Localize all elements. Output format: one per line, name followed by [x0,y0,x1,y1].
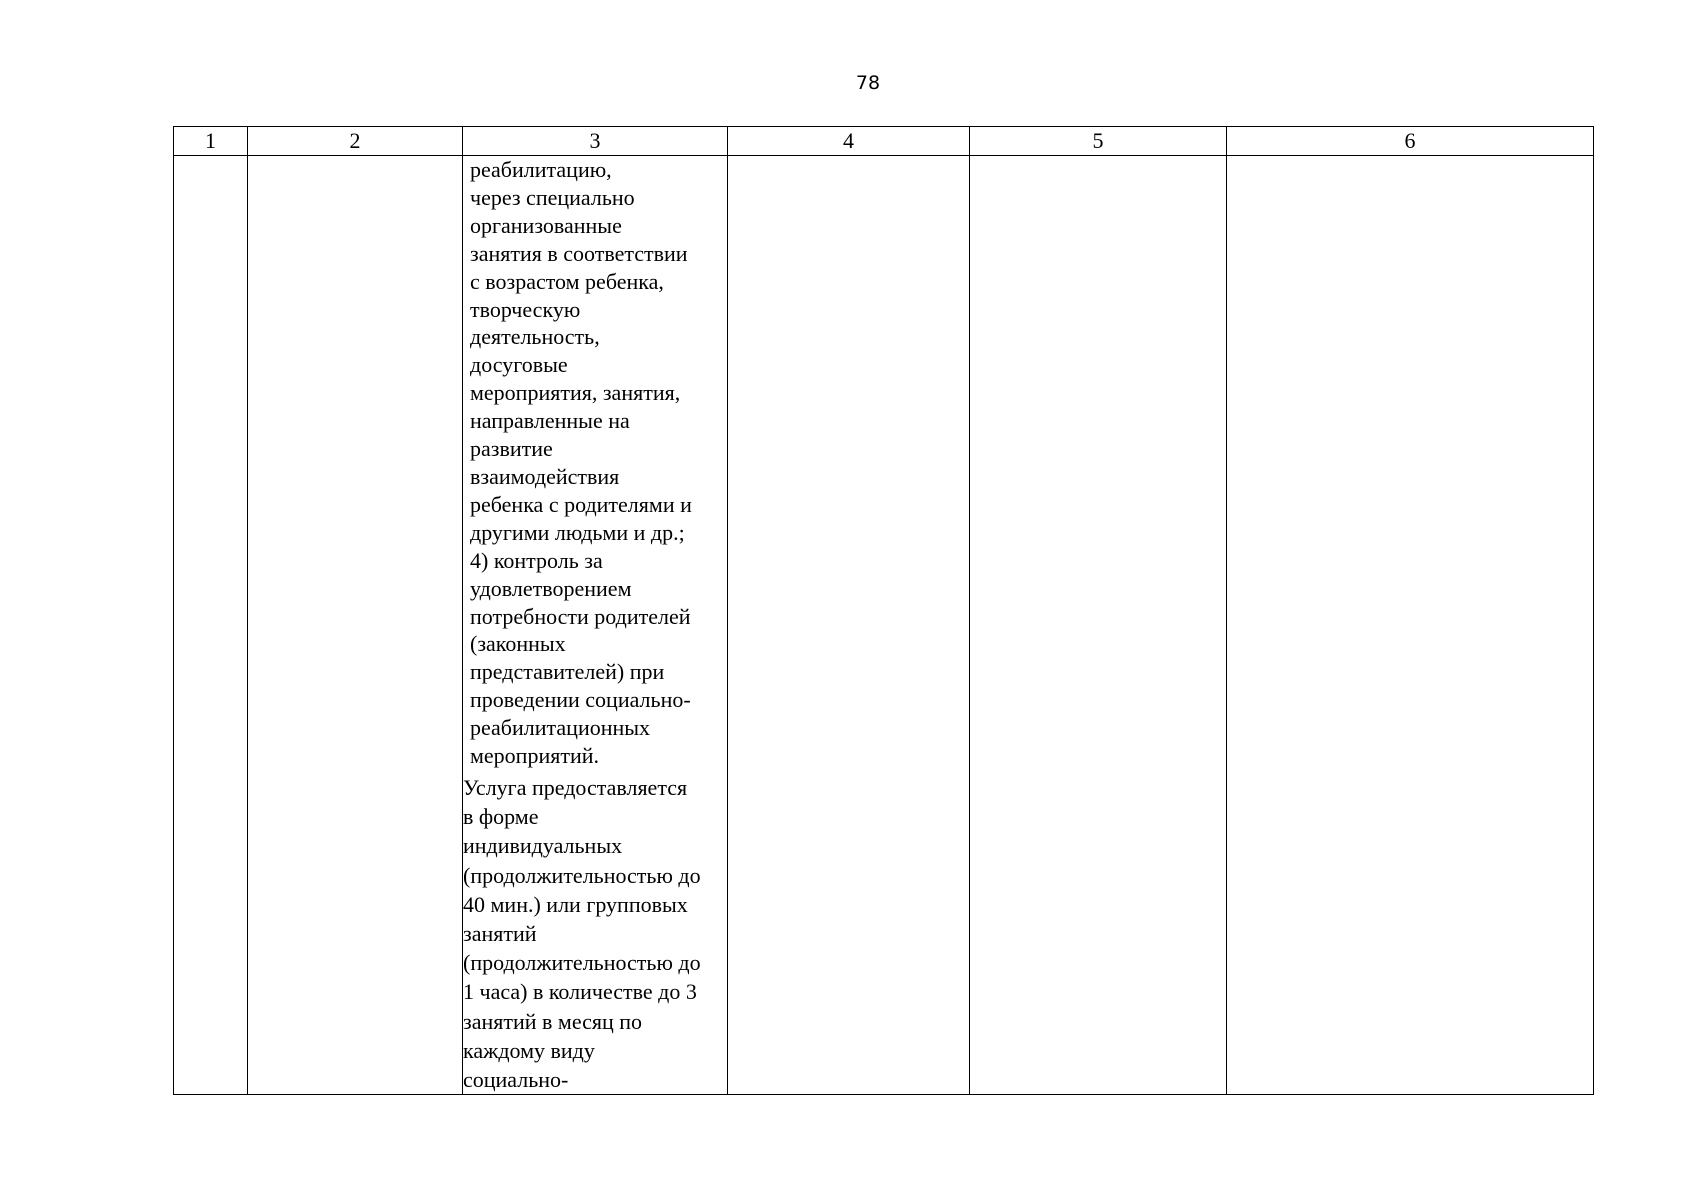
cell-col5 [970,156,1227,1095]
text-line: творческую [470,296,581,322]
description-paragraph-2 [463,773,727,1094]
text-line: 1 часа) в количестве до 3 [463,979,697,1005]
text-line: развитие [470,436,553,462]
text-line: 4) контроль за [470,547,603,573]
services-table [173,126,1594,1095]
cell-col2 [248,156,463,1095]
text-line: занятия в соответствии [470,240,688,266]
text-line: 40 мин.) или групповых [463,891,688,917]
text-line: реабилитацию, [470,157,612,182]
text-line: Услуга предоставляется [463,774,688,800]
text-line: занятий в месяц по [463,1008,643,1034]
column-header-4: 4 [728,127,970,156]
text-line: проведении социально- [470,687,691,713]
column-header-5: 5 [970,127,1227,156]
text-line: с возрастом ребенка, [470,268,664,294]
text-line: (продолжительностью до [463,950,701,976]
text-line: индивидуальных [463,833,623,859]
description-paragraph-1 [463,156,727,770]
text-line: направленные на [470,408,630,434]
page-number: 78 [855,72,881,94]
cell-col1 [174,156,248,1095]
text-line: (законных [470,631,566,657]
text-line: каждому виду [463,1037,595,1063]
text-line: деятельность, [470,324,600,350]
text-line: потребности родителей [470,603,691,629]
service-description [463,156,727,1094]
cell-col4 [728,156,970,1095]
cell-col6 [1227,156,1594,1095]
text-line: реабилитационных [470,715,651,741]
text-line: представителей) при [470,659,665,685]
text-line: другими людьми и др.; [470,519,685,545]
column-header-2: 2 [248,127,463,156]
text-line: ребенка с родителями и [470,491,692,517]
text-line: в форме [463,804,539,830]
text-line: мероприятий. [470,743,600,769]
table-header-row [174,127,1594,156]
text-line: взаимодействия [470,463,620,489]
text-line: социально- [463,1066,569,1092]
text-line: досуговые [470,352,568,378]
column-header-3: 3 [463,127,728,156]
text-line: (продолжительностью до [463,862,701,888]
text-line: мероприятия, занятия, [470,380,681,406]
cell-col3-description [463,156,728,1095]
column-header-1: 1 [174,127,248,156]
text-line: организованные [470,212,622,238]
text-line: удовлетворением [470,575,632,601]
table-row [174,156,1594,1095]
text-line: через специально [470,184,635,210]
text-line: занятий [463,920,537,946]
column-header-6: 6 [1227,127,1594,156]
